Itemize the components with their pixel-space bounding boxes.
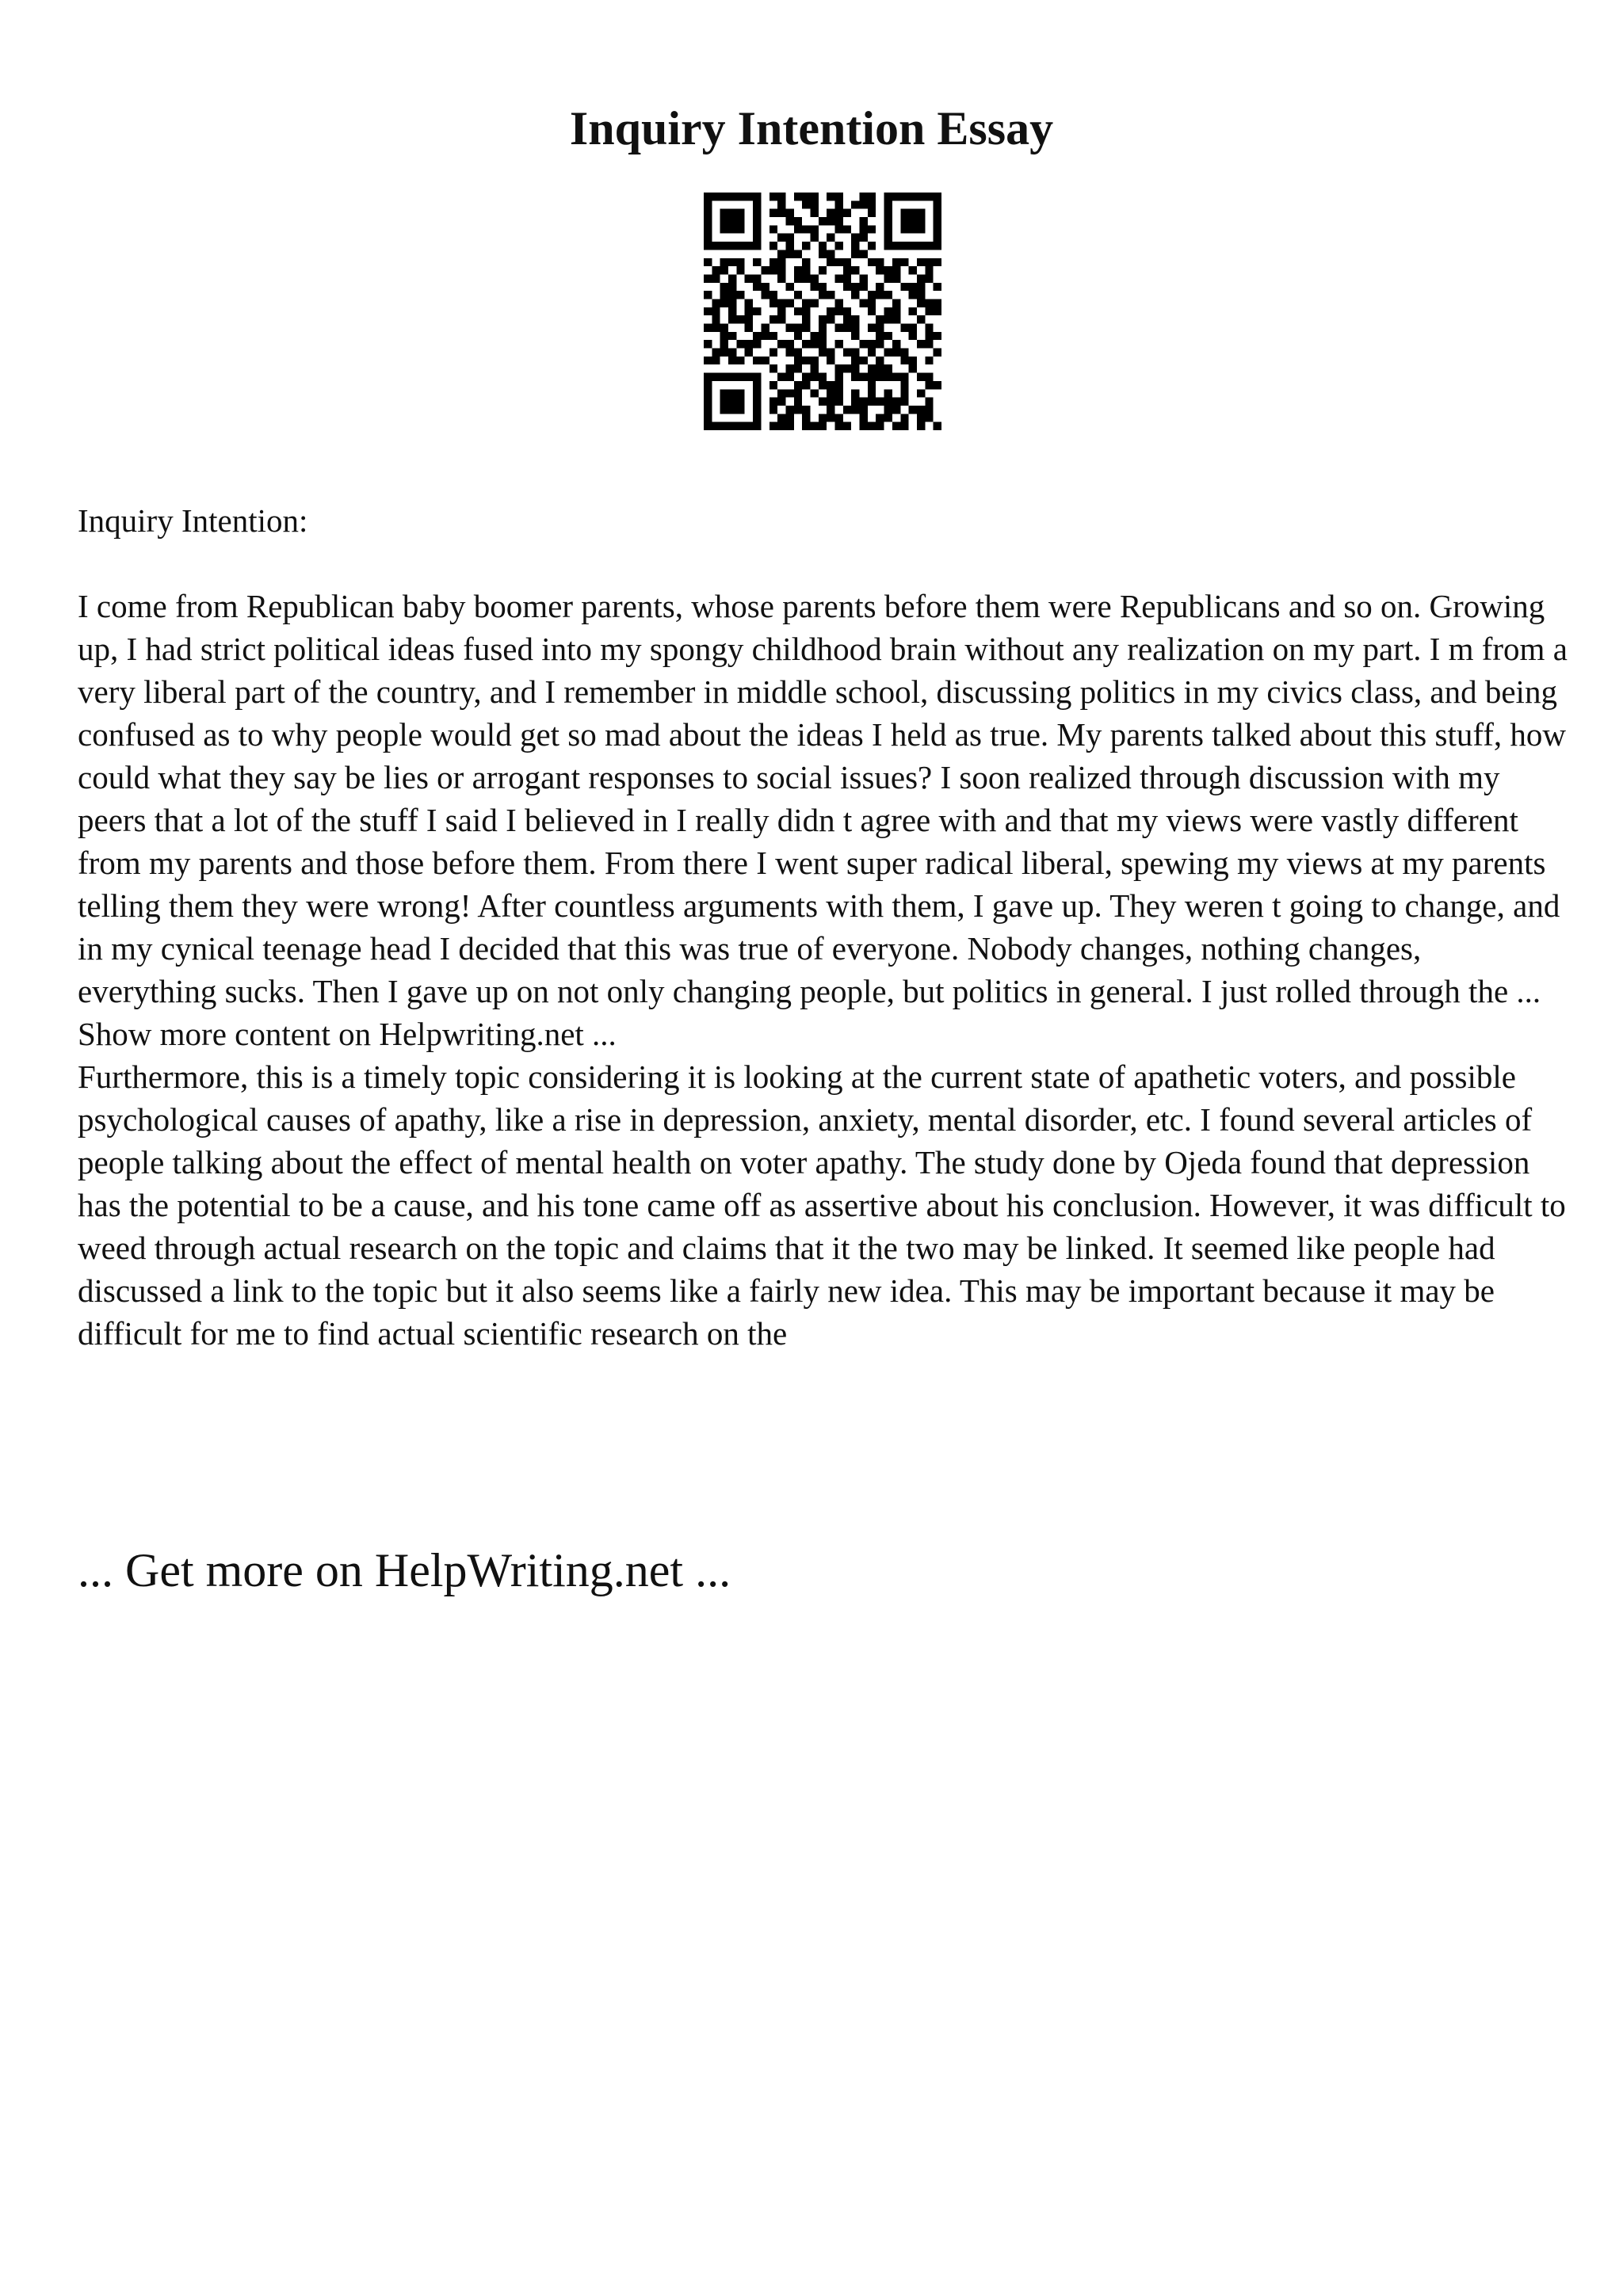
essay-paragraph-2: Furthermore, this is a timely topic considering it is looking at the current state of apathetic voters, and possible psychological causes of apathy, like a rise in depression, anxiety, mental disorder, etc. I found several articles of people talking about the effect of mental health on voter apathy. The study done by Ojeda found that depression has the potential to be a cause, and his tone came off as assertive about his conclusion. However, it was difficult to weed through actual research on the topic and claims that it the two may be linked. It seemed like people had discussed a link to the topic but it also seems like a fairly new idea. This may be important because it may be difficult for me to find actual scientific research on the — [78, 1058, 1566, 1352]
section-label: Inquiry Intention: — [78, 502, 308, 539]
get-more-link[interactable]: ... Get more on HelpWriting.net ... — [78, 1544, 731, 1596]
essay-body — [78, 499, 1568, 1355]
document-title: Inquiry Intention Essay — [569, 102, 1054, 154]
essay-paragraph-1: I come from Republican baby boomer parents, whose parents before them were Republicans and so on. Growing up, I had strict political ideas fused into my spongy childhood brain without any realization on my part. I m from a very liberal part of the country, and I remember in middle school, discussing politics in my civics class, and being confused as to why people would get so mad about the ideas I held as true. My parents talked about this stuff, how could what they say be lies or arrogant responses to social issues? I soon realized through discussion with my peers that a lot of the stuff I said I believed in I really didn t agree with and that my views were vastly different from my parents and those before them. From there I went super radical liberal, spewing my views at my parents telling them they were wrong! After countless arguments with them, I gave up. They weren t going to change, and in my cynical teenage head I decided that this was true of everyone. Nobody changes, nothing changes, everything sucks. Then I gave up on not only changing people, but politics in general. I just rolled through the ... Show more content on Helpwriting.net ... — [78, 588, 1568, 1052]
qr-code-icon[interactable] — [704, 190, 941, 433]
